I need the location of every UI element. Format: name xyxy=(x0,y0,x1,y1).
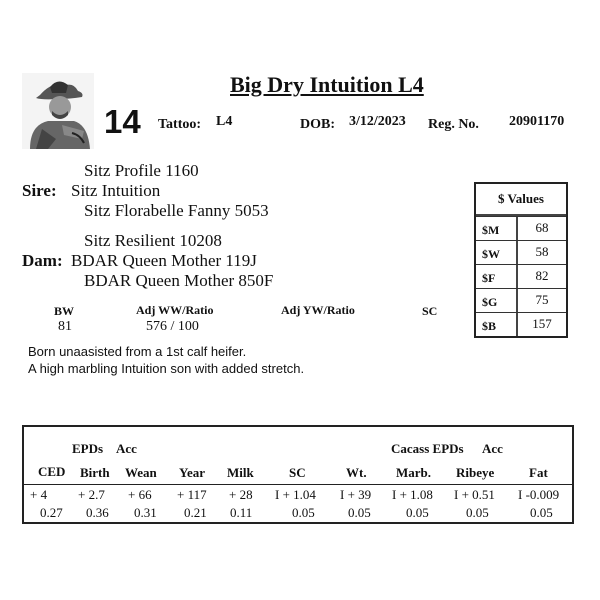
epd-acc-year: 0.21 xyxy=(184,505,207,520)
tattoo-value: L4 xyxy=(216,114,233,129)
epd-value-sc: I + 1.04 xyxy=(275,487,316,502)
sc-label: SC xyxy=(422,304,438,318)
dam-sire: Sitz Resilient 10208 xyxy=(84,231,222,250)
epd-col-ribeye: Ribeye xyxy=(456,465,495,480)
epd-col-year: Year xyxy=(179,465,205,480)
sire-sire: Sitz Profile 1160 xyxy=(84,161,199,180)
epd-acc-wean: 0.31 xyxy=(134,505,157,520)
epd-acc-ced: 0.27 xyxy=(40,505,63,520)
bw-label: BW xyxy=(54,304,75,318)
epd-acc-milk: 0.11 xyxy=(230,505,253,520)
adj-ww-value: 576 / 100 xyxy=(146,319,199,334)
epd-acc-fat: 0.05 xyxy=(530,505,553,520)
dollar-row xyxy=(476,240,566,264)
epd-value-wt: I + 39 xyxy=(340,487,372,502)
epd-value-milk: + 28 xyxy=(229,487,253,502)
carcass-acc-label: Acc xyxy=(482,441,503,456)
epd-col-marb: Marb. xyxy=(396,465,432,480)
dam-label: Dam: xyxy=(22,251,63,270)
epd-acc-sc: 0.05 xyxy=(292,505,315,520)
dollar-row xyxy=(476,288,566,312)
dollar-label: $M xyxy=(476,217,518,240)
epd-value-ribeye: I + 0.51 xyxy=(454,487,495,502)
dollar-row xyxy=(476,312,566,336)
sire-name: Sitz Intuition xyxy=(71,181,161,200)
dob-value: 3/12/2023 xyxy=(349,114,406,129)
epd-acc-label: Acc xyxy=(116,441,137,456)
dollar-value: 82 xyxy=(535,268,549,283)
sire-dam: Sitz Florabelle Fanny 5053 xyxy=(84,201,269,220)
reg-label: Reg. No. xyxy=(428,117,479,132)
epd-col-wt: Wt. xyxy=(346,465,367,480)
dollar-label: $W xyxy=(476,241,518,264)
note-line-1: Born unaasisted from a 1st calf heifer. xyxy=(28,344,247,359)
carcass-epd-group-label: Cacass EPDs xyxy=(391,441,464,456)
epd-value-ced: + 4 xyxy=(30,487,48,502)
adj-ww-label: Adj WW/Ratio xyxy=(136,303,214,317)
epd-acc-marb: 0.05 xyxy=(406,505,429,520)
epd-value-wean: + 66 xyxy=(128,487,152,502)
epd-divider xyxy=(24,484,572,485)
sire-label: Sire: xyxy=(22,181,57,200)
epd-acc-ribeye: 0.05 xyxy=(466,505,489,520)
dam-name: BDAR Queen Mother 119J xyxy=(71,251,257,270)
epd-acc-birth: 0.36 xyxy=(86,505,109,520)
tattoo-label: Tattoo: xyxy=(158,117,202,132)
epd-col-wean: Wean xyxy=(125,465,157,480)
dollar-values-table xyxy=(474,182,568,338)
bw-value: 81 xyxy=(58,319,72,334)
epd-col-ced: CED xyxy=(38,464,66,479)
dollar-label: $B xyxy=(476,313,518,336)
cowboy-logo-icon xyxy=(22,73,94,149)
dollar-row xyxy=(476,264,566,288)
epd-value-fat: I -0.009 xyxy=(518,487,560,502)
dob-label: DOB: xyxy=(300,117,335,132)
dollar-value: 68 xyxy=(535,220,549,235)
dollar-value: 75 xyxy=(535,292,549,307)
epd-col-fat: Fat xyxy=(529,465,548,480)
adj-yw-label: Adj YW/Ratio xyxy=(281,303,355,317)
epd-value-birth: + 2.7 xyxy=(78,487,105,502)
epd-col-birth: Birth xyxy=(80,465,110,480)
epd-value-marb: I + 1.08 xyxy=(392,487,433,502)
epd-value-year: + 117 xyxy=(177,487,207,502)
dollar-label: $F xyxy=(476,265,518,288)
note-line-2: A high marbling Intuition son with added stretch. xyxy=(28,361,305,376)
epd-col-sc: SC xyxy=(289,465,306,480)
dollar-values-title: $ Values xyxy=(476,184,566,216)
dollar-value: 157 xyxy=(532,316,552,331)
dollar-row xyxy=(476,216,566,240)
dam-dam: BDAR Queen Mother 850F xyxy=(84,271,274,290)
lot-number: 14 xyxy=(104,103,141,140)
epd-acc-wt: 0.05 xyxy=(348,505,371,520)
epd-col-milk: Milk xyxy=(227,465,254,480)
dollar-value: 58 xyxy=(535,244,549,259)
epd-group-label: EPDs xyxy=(72,441,104,456)
page-title: Big Dry Intuition L4 xyxy=(230,72,424,97)
dollar-label: $G xyxy=(476,289,518,312)
reg-value: 20901170 xyxy=(509,114,565,129)
epd-table xyxy=(22,425,574,524)
